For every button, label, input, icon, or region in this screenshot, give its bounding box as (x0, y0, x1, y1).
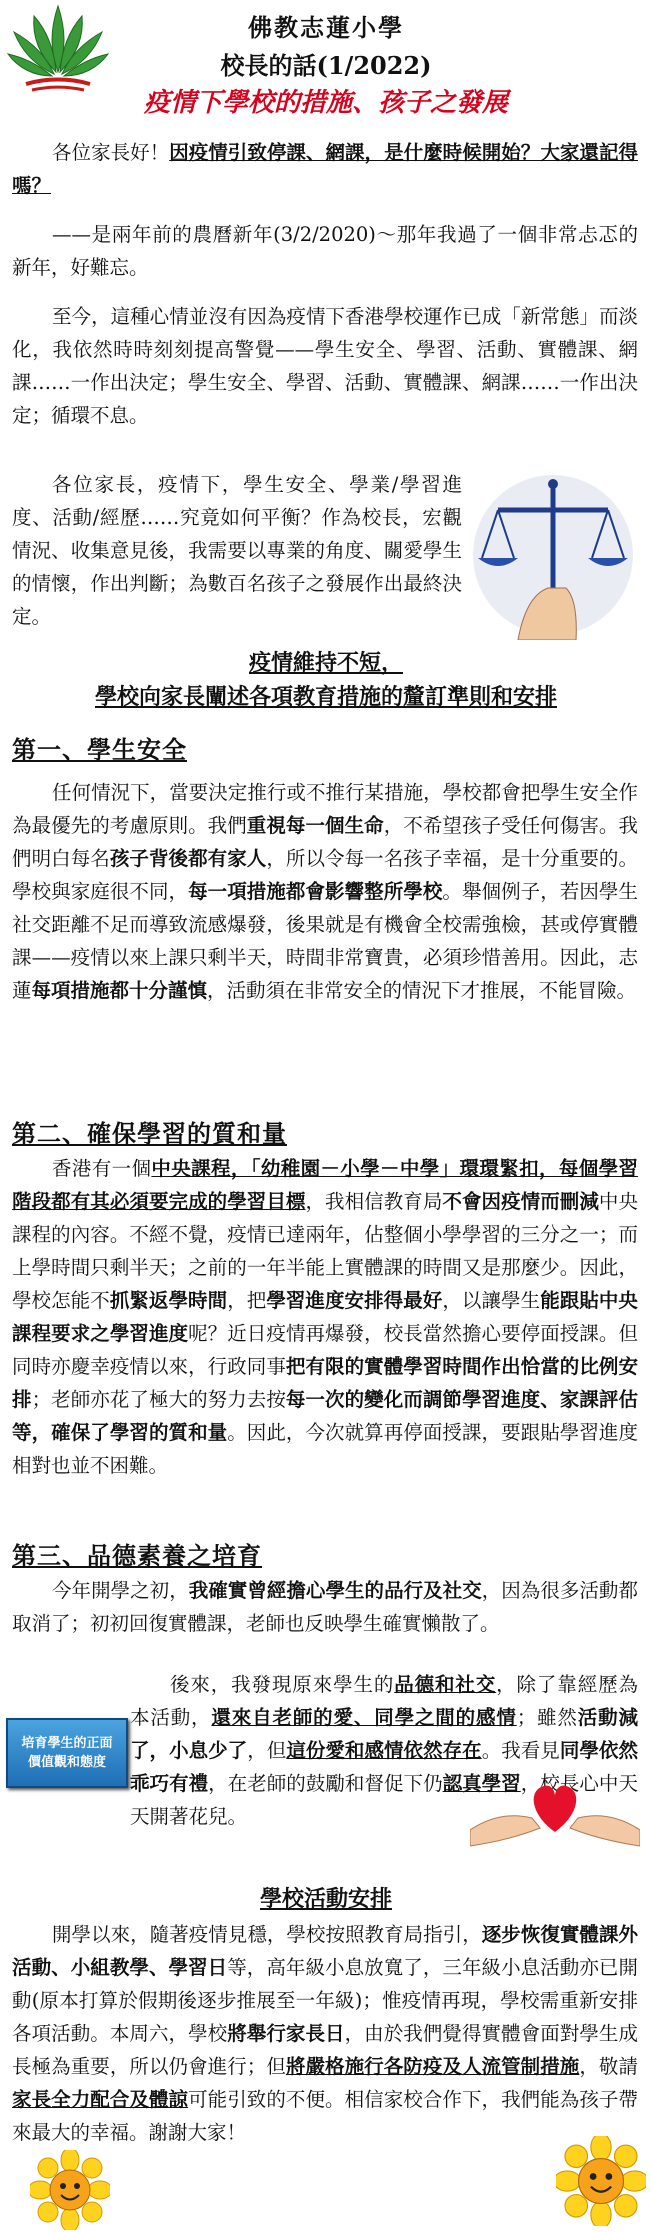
measures-title-line2 (0, 680, 652, 711)
act-text-4: ，敬請 (579, 2055, 638, 2078)
s1-bold-1: 重視每一個生命 (246, 814, 384, 837)
values-badge (6, 1718, 128, 1788)
balance-scales-icon (468, 470, 638, 640)
s2-text-7: ；老師亦花了極大的努力去按 (31, 1388, 286, 1411)
heart-hands-icon (470, 1770, 640, 1850)
greeting: 各位家長好！ (52, 141, 170, 164)
s1-text-3: ，所以令每一名孩子幸福，是十分重要的。學校與家庭很不同， (12, 847, 638, 903)
s2-bold-4: 學習進度安排得最好 (266, 1289, 443, 1312)
s2-bold-2: 不會因疫情而刪減 (442, 1190, 599, 1213)
intro-question: 因疫情引致停課、網課，是什麼時候開始？大家還記得嗎？ (12, 141, 638, 197)
s3-text-9: ，校長心中天天開著花兒。 (130, 1772, 638, 1828)
s3-text-4: ，除了靠經歷為本活動， (130, 1673, 638, 1729)
s3-text-7: 。我看見 (481, 1739, 560, 1762)
act-text-3: ，由於我們覺得實體會面對學生成長極為重要，所以仍會進行；但 (12, 2022, 638, 2078)
measures-title-line1-text: 疫情維持不短， (248, 651, 403, 676)
activities-title (0, 1882, 652, 1913)
school-name: 佛教志蓮小學 (248, 13, 404, 42)
s3-text-3: 後來，我發現原來學生的 (170, 1673, 395, 1696)
s2-text-8: 。因此，今次就算再停面授課，要跟貼學習進度相對也並不困難。 (12, 1421, 638, 1477)
measures-title-line1 (0, 646, 652, 677)
s3-bold-7: 認真學習 (442, 1772, 521, 1795)
values-badge-line1: 培育學生的正面 (21, 1736, 113, 1751)
s3-text-6: ，但 (247, 1739, 287, 1762)
s3-text-1: 今年開學之初， (52, 1579, 189, 1602)
sunflower-icon-left (30, 2150, 110, 2230)
act-text-2: 等，高年級小息放寬了，三年級小息活動亦已開動(原本打算於假期後逐步推展至一年級)；惟疫情再現，學校需重新安排各項活動。本周六，學校 (12, 1956, 638, 2045)
s2-text-5: ，以讓學生 (442, 1289, 541, 1312)
s3-bold-1: 我確實曾經擔心學生的品行及社交 (188, 1579, 482, 1602)
s2-text-6: 呢？近日疫情再爆發，校長當然擔心要停面授課。但同時亦慶幸疫情以來，行政同事 (12, 1322, 638, 1378)
talk-title: 校長的話(1/2022) (220, 51, 432, 80)
intro-p4: 各位家長，疫情下，學生安全、學業/學習進度、活動/經歷……究竟如何平衡？作為校長，宏觀情況、收集意見後，我需要以專業的角度、關愛學生的情懷，作出判斷；為數百名孩子之發展作出最終決定。 (12, 473, 462, 628)
s1-text-4: 。舉個例子，若因學生社交距離不足而導致流感爆發，後果就是有機會全校需強檢，甚或停實體課——疫情以來上課只剩半天，時間非常寶貴，必須珍惜善用。因此，志蓮 (12, 880, 638, 1002)
s2-text-3: 中央課程的內容。不經不覺，疫情已達兩年，佔整個小學學習的三分之一；而上學時間只剩半天；之前的一年半能上實體課的時間又是那麼少。因此，學校怎能不 (12, 1190, 638, 1312)
section3-p1 (12, 1574, 638, 1640)
intro-p2: ——是兩年前的農曆新年(3/2/2020)～那年我過了一個非常忐忑的新年，好難忘。 (12, 223, 638, 279)
measures-title-line2-text: 學校向家長闡述各項教育措施的釐訂準則和安排 (94, 685, 557, 710)
activities-body (12, 1918, 638, 2149)
act-bold-3: 將嚴格施行各防疫及人流管制措施 (285, 2055, 580, 2078)
intro-p3: 至今，這種心情並沒有因為疫情下香港學校運作已成「新常態」而淡化，我依然時時刻刻提高警覺——學生安全、學習、活動、實體課、網課……一作出決定；學生安全、學習、活動、實體課、網課……一作出決定；循環不息。 (12, 305, 638, 427)
s2-text-1: 香港有一個 (52, 1157, 152, 1180)
s3-bold-5: 這份愛和感情依然存在 (286, 1739, 482, 1762)
act-bold-2: 將舉行家長日 (227, 2022, 345, 2045)
act-bold-1: 逐步恢復實體課外活動、小組教學、學習日 (12, 1923, 638, 1979)
section2-body (12, 1152, 638, 1482)
s3-text-8: ，在老師的鼓勵和督促下仍 (208, 1772, 443, 1795)
s1-bold-4: 每項措施都十分謹慎 (31, 979, 208, 1002)
s1-text-1: 任何情況下，當要決定推行或不推行某措施，學校都會把學生安全作為最優先的考慮原則。我們 (12, 781, 638, 837)
act-text-1: 開學以來，隨著疫情見穩，學校按照教育局指引， (52, 1923, 482, 1946)
s2-text-2: ，我相信教育局 (305, 1190, 443, 1213)
s3-bold-4: 活動減了，小息少了 (130, 1706, 638, 1762)
activities-title-text: 學校活動安排 (259, 1887, 392, 1912)
sunflower-icon-right (556, 2136, 646, 2226)
s1-bold-3: 每一項措施都會影響整所學校 (188, 880, 443, 903)
headline: 疫情下學校的措施、孩子之發展 (143, 88, 508, 118)
s2-bold-7: 每一次的變化而調節學習進度、家課評估等，確保了學習的質和量 (12, 1388, 638, 1444)
s1-text-5: ，活動須在非常安全的情況下才推展，不能冒險。 (207, 979, 637, 1002)
s2-text-4: ，把 (227, 1289, 267, 1312)
s2-bold-6: 把有限的實體學習時間作出恰當的比例安排 (12, 1355, 638, 1411)
s3-text-5: ；雖然 (516, 1706, 578, 1729)
section3-title: 第三、品德素養之培育 (12, 1542, 262, 1570)
s2-bold-5: 能跟貼中央課程要求之學習進度 (12, 1289, 638, 1345)
values-badge-line2: 價值觀和態度 (27, 1755, 106, 1770)
section2-title: 第二、確保學習的質和量 (12, 1120, 287, 1148)
act-bold-4: 家長全力配合及體諒 (12, 2088, 189, 2111)
s2-bold-1: 中央課程，「幼稚園－小學－中學」環環緊扣，每個學習階段都有其必須要完成的學習目標 (12, 1157, 638, 1213)
s3-bold-6: 同學依然乖巧有禮 (130, 1739, 638, 1795)
s1-bold-2: 孩子背後都有家人 (109, 847, 267, 870)
act-text-5: 可能引致的不便。相信家校合作下，我們能為孩子帶來最大的幸福。謝謝大家！ (12, 2088, 638, 2144)
s1-text-2: ，不希望孩子受任何傷害。我們明白每名 (12, 814, 638, 870)
s3-text-2: ，因為很多活動都取消了；初初回復實體課，老師也反映學生確實懶散了。 (12, 1579, 638, 1635)
s3-bold-2: 品德和社交 (394, 1673, 497, 1696)
s3-bold-3: 還來自老師的愛、同學之間的感情 (211, 1706, 517, 1729)
s2-bold-3: 抓緊返學時間 (109, 1289, 228, 1312)
section1-title: 第一、學生安全 (12, 736, 187, 764)
section1-body (12, 776, 638, 1007)
intro-p1 (12, 136, 638, 202)
